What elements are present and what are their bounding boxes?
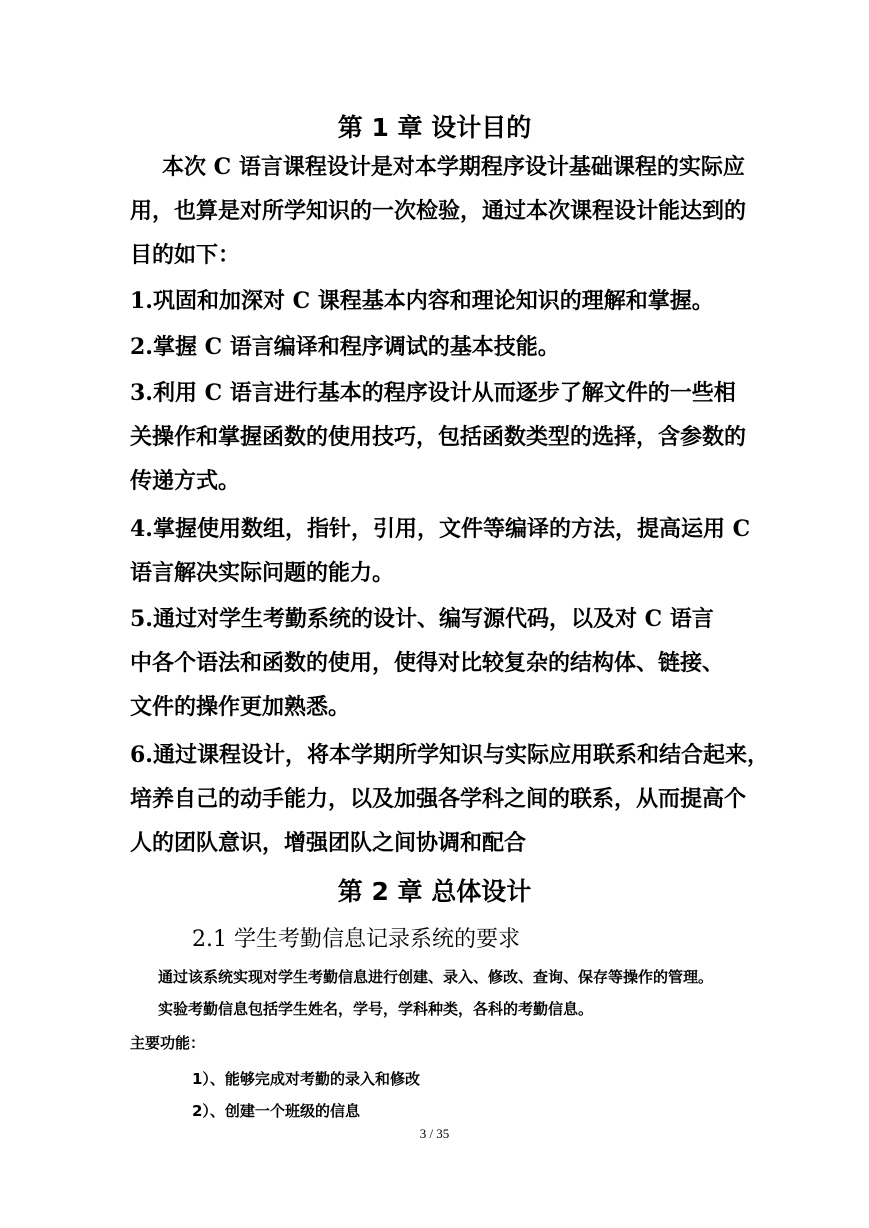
system-description: 通过该系统实现对学生考勤信息进行创建、录入、修改、查询、保存等操作的管理。 [158,968,714,986]
intro-line-2: 用，也算是对所学知识的一次检验，通过本次课程设计能达到的 [130,198,747,224]
section-2-1-title: 2.1 学生考勤信息记录系统的要求 [192,927,520,952]
item-1: 1.巩固和加深对 C 课程基本内容和理论知识的理解和掌握。 [130,288,714,314]
functions-label: 主要功能： [130,1034,206,1052]
item-6-line-2: 培养自己的动手能力，以及加强各学科之间的联系，从而提高个 [130,786,747,812]
page-number: 3 / 35 [419,1126,450,1141]
chapter-1-title: 第 1 章 设计目的 [337,113,532,142]
function-item-1: 1）、能够完成对考勤的录入和修改 [192,1070,420,1088]
intro-line-1: 本次 C 语言课程设计是对本学期程序设计基础课程的实际应 [162,154,745,180]
item-3-line-1: 3.利用 C 语言进行基本的程序设计从而逐步了解文件的一些相 [130,380,736,406]
item-5-line-3: 文件的操作更加熟悉。 [130,694,351,720]
chapter-2-title: 第 2 章 总体设计 [337,877,532,906]
item-5-line-2: 中各个语法和函数的使用，使得对比较复杂的结构体、链接、 [130,650,725,676]
item-2: 2.掌握 C 语言编译和程序调试的基本技能。 [130,334,560,360]
item-4-line-1: 4.掌握使用数组，指针，引用，文件等编译的方法，提高运用 C [130,516,751,542]
item-3-line-3: 传递方式。 [130,468,241,494]
attendance-info-description: 实验考勤信息包括学生姓名，学号，学科种类，各科的考勤信息。 [158,1000,594,1018]
item-5-line-1: 5.通过对学生考勤系统的设计、编写源代码，以及对 C 语言 [130,606,714,632]
item-6-line-1: 6.通过课程设计，将本学期所学知识与实际应用联系和结合起来， [130,742,769,768]
item-3-line-2: 关操作和掌握函数的使用技巧，包括函数类型的选择，含参数的 [130,424,747,450]
item-6-line-3: 人的团队意识，增强团队之间协调和配合 [130,830,527,856]
intro-line-3: 目的如下： [130,242,241,268]
item-4-line-2: 语言解决实际问题的能力。 [130,560,395,586]
function-item-2: 2）、创建一个班级的信息 [192,1102,360,1120]
